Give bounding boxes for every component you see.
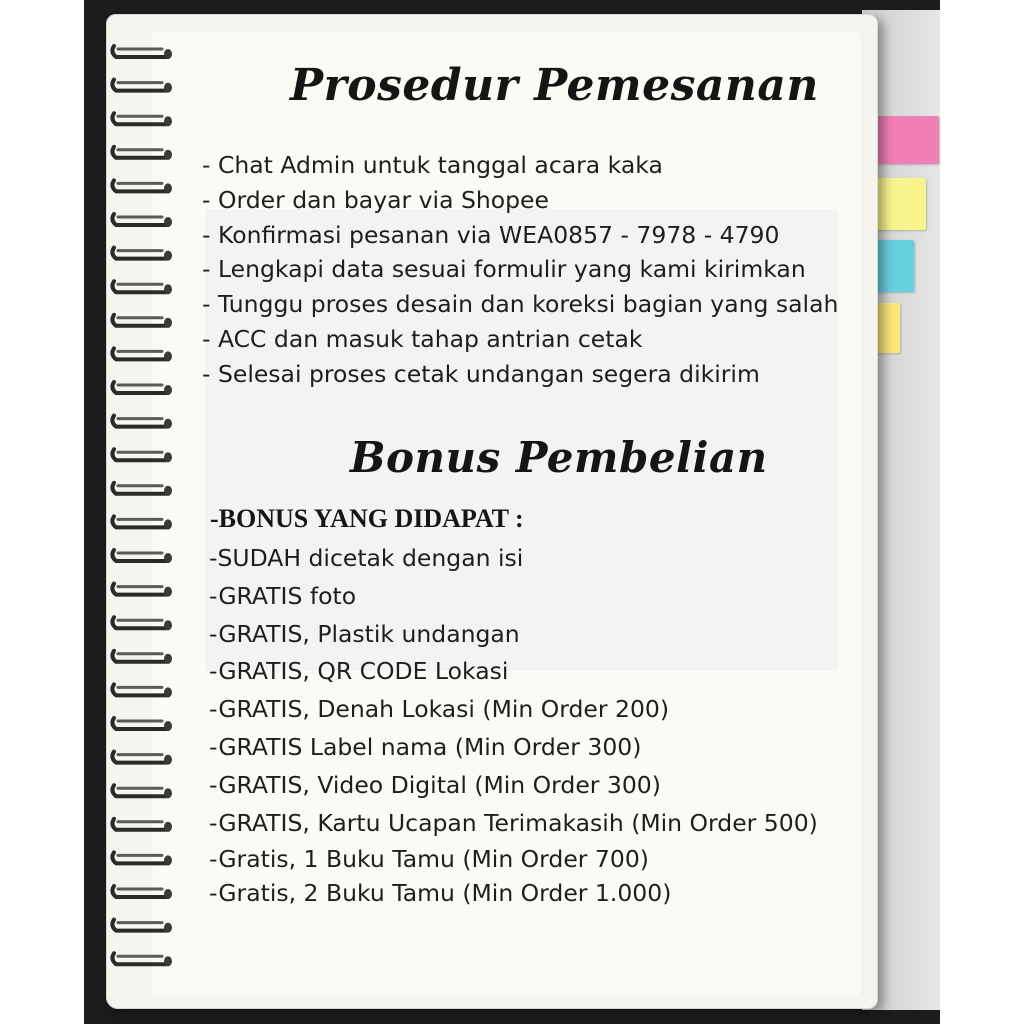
- list-item: -GRATIS Label nama (Min Order 300): [209, 732, 642, 761]
- spiral-ring: [112, 718, 172, 731]
- list-item: -GRATIS, Kartu Ucapan Terimakasih (Min Order 500): [209, 808, 818, 837]
- list-item: -GRATIS, Plastik undangan: [209, 619, 520, 648]
- spiral-ring: [112, 382, 172, 395]
- order-steps-list: [202, 148, 862, 392]
- spiral-ring: [112, 416, 172, 429]
- spiral-ring: [112, 180, 172, 193]
- list-item: - ACC dan masuk tahap antrian cetak: [202, 324, 643, 353]
- spiral-ring: [112, 886, 172, 899]
- list-item: -GRATIS foto: [209, 581, 357, 610]
- spiral-ring: [112, 147, 172, 160]
- spiral-ring: [112, 449, 172, 462]
- spiral-ring: [112, 651, 172, 664]
- spiral-ring: [112, 348, 172, 361]
- spiral-ring: [112, 281, 172, 294]
- list-item: - Order dan bayar via Shopee: [202, 185, 549, 214]
- list-item: -GRATIS, Denah Lokasi (Min Order 200): [209, 695, 670, 724]
- bonus-heading: -BONUS YANG DIDAPAT :: [210, 504, 524, 533]
- spiral-ring: [112, 785, 172, 798]
- spiral-ring: [112, 752, 172, 765]
- bonus-list: [209, 540, 869, 910]
- spiral-ring: [112, 80, 172, 93]
- page-title: Prosedur Pemesanan: [290, 60, 819, 111]
- bonus-title: Bonus Pembelian: [350, 433, 768, 482]
- spiral-ring: [112, 113, 172, 126]
- list-item: - Chat Admin untuk tanggal acara kaka: [202, 151, 663, 179]
- spiral-ring: [112, 248, 172, 261]
- list-item: - Lengkapi data sesuai formulir yang kami kirimkan: [202, 255, 806, 284]
- list-item: - Selesai proses cetak undangan segera dikirim: [202, 359, 760, 388]
- list-item: -GRATIS, Video Digital (Min Order 300): [209, 770, 661, 799]
- spiral-ring: [112, 483, 172, 496]
- spiral-ring: [112, 920, 172, 933]
- list-item: -SUDAH dicetak dengan isi: [209, 544, 524, 572]
- spiral-ring: [112, 315, 172, 328]
- list-item: -Gratis, 1 Buku Tamu (Min Order 700): [209, 845, 649, 874]
- spiral-binding: [108, 36, 178, 976]
- spiral-ring: [112, 584, 172, 597]
- spiral-ring: [112, 46, 172, 59]
- list-item: - Tunggu proses desain dan koreksi bagian yang salah: [202, 290, 839, 319]
- spiral-ring: [112, 214, 172, 227]
- spiral-ring: [112, 953, 172, 966]
- spiral-ring: [112, 516, 172, 529]
- list-item: -Gratis, 2 Buku Tamu (Min Order 1.000): [209, 879, 672, 908]
- spiral-ring: [112, 819, 172, 832]
- spiral-ring: [112, 684, 172, 697]
- spiral-ring: [112, 617, 172, 630]
- spiral-ring: [112, 852, 172, 865]
- list-item: - Konfirmasi pesanan via WEA0857 - 7978 - 4790: [202, 220, 780, 249]
- list-item: -GRATIS, QR CODE Lokasi: [209, 657, 509, 686]
- spiral-ring: [112, 550, 172, 563]
